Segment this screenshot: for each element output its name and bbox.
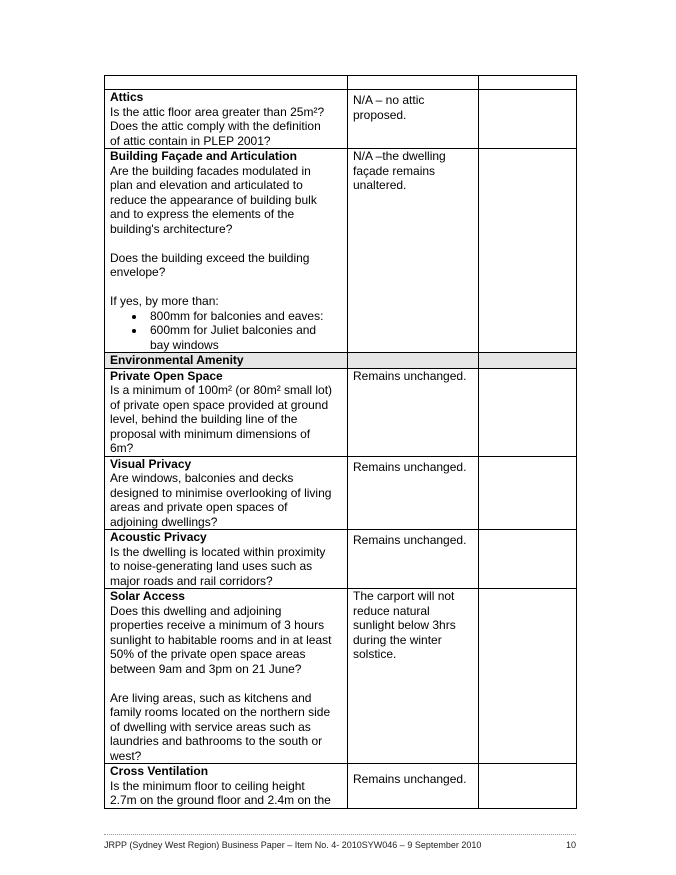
response-cell xyxy=(348,764,479,809)
footer-text: JRPP (Sydney West Region) Business Paper – Item No. 4- 2010SYW046 – 9 September 2010 xyxy=(104,840,482,850)
response-cell xyxy=(348,368,479,456)
table-cell xyxy=(348,76,479,90)
table-row-acoustic-privacy xyxy=(105,530,577,589)
comments-cell xyxy=(479,368,577,456)
footer-divider xyxy=(104,834,576,835)
table-row-visual-privacy xyxy=(105,456,577,530)
response-text: Remains unchanged. xyxy=(353,368,467,383)
criteria-cell xyxy=(105,90,348,149)
criteria-text: Is the minimum floor to ceiling height 2.7m on the ground floor and 2.4m on the xyxy=(110,778,331,807)
table-cell xyxy=(105,76,348,90)
comments-cell xyxy=(479,589,577,764)
row-heading: Cross Ventilation xyxy=(110,764,209,778)
criteria-cell xyxy=(105,530,348,589)
criteria-text: Are windows, balconies and decks designed to minimise overlooking of living areas and private open spaces of adjoining dwellings? xyxy=(110,471,332,529)
response-cell xyxy=(348,530,479,589)
row-heading: Private Open Space xyxy=(110,368,223,383)
section-heading-cell xyxy=(105,353,348,369)
criteria-cell xyxy=(105,589,348,764)
row-heading: Attics xyxy=(110,90,144,104)
response-cell xyxy=(348,149,479,353)
table-row-attics xyxy=(105,90,577,149)
comments-cell xyxy=(479,90,577,149)
table-cell xyxy=(348,353,479,369)
criteria-text: If yes, by more than: xyxy=(110,294,219,308)
criteria-text: Is a minimum of 100m² (or 80m² small lot) of private open space provided at ground level, behind the building line of the proposal with minimum dimensions of 6m? xyxy=(110,383,333,455)
response-text: N/A – no attic proposed. xyxy=(353,93,425,122)
row-heading: Visual Privacy xyxy=(110,456,192,471)
comments-cell xyxy=(479,456,577,530)
criteria-text: Does this dwelling and adjoining properties receive a minimum of 3 hours sunlight to habitable rooms and in at least 50% of the private open space areas between 9am and 3pm on 21 June? xyxy=(110,603,332,676)
table-row-facade xyxy=(105,149,577,353)
comments-cell xyxy=(479,149,577,353)
response-text: Remains unchanged. xyxy=(353,459,467,474)
page-footer xyxy=(104,840,576,851)
criteria-text: Does the building exceed the building envelope? xyxy=(110,250,310,279)
table-header-row xyxy=(105,76,577,90)
criteria-text: Are living areas, such as kitchens and family rooms located on the northern side of dwelling with service areas such as laundries and bathrooms to the south or west? xyxy=(110,690,331,763)
comments-cell xyxy=(479,764,577,809)
bullet-item: • 800mm for balconies and eaves: xyxy=(146,309,343,324)
response-text: The carport will not reduce natural sunlight below 3hrs during the winter solstice. xyxy=(353,589,456,661)
table-row-solar-access xyxy=(105,589,577,764)
response-text: Remains unchanged. xyxy=(353,533,467,547)
page-number: 10 xyxy=(565,840,576,850)
response-cell xyxy=(348,589,479,764)
table-row-private-open-space xyxy=(105,368,577,456)
criteria-cell xyxy=(105,456,348,530)
row-heading: Building Façade and Articulation xyxy=(110,149,297,163)
section-heading: Environmental Amenity xyxy=(110,353,244,367)
compliance-table xyxy=(104,75,577,809)
table-row-cross-ventilation xyxy=(105,764,577,809)
criteria-text: Are the building facades modulated in plan and elevation and articulated to reduce the appearance of building bulk and to express the elements of the building's architecture? xyxy=(110,163,317,236)
comments-cell xyxy=(479,530,577,589)
response-text: N/A –the dwelling façade remains unaltered. xyxy=(353,149,446,192)
row-heading: Solar Access xyxy=(110,589,185,603)
table-cell xyxy=(479,76,577,90)
criteria-text: Is the attic floor area greater than 25m²? Does the attic comply with the definition of attic contain in PLEP 2001? xyxy=(110,104,325,148)
table-cell xyxy=(479,353,577,369)
response-cell xyxy=(348,456,479,530)
row-heading: Acoustic Privacy xyxy=(110,530,207,544)
bullet-list xyxy=(110,309,343,353)
bullet-item: • 600mm for Juliet balconies and bay windows xyxy=(146,323,343,352)
criteria-cell xyxy=(105,149,348,353)
criteria-cell xyxy=(105,764,348,809)
criteria-text: Is the dwelling is located within proximity to noise-generating land uses such as major roads and rail corridors? xyxy=(110,544,326,588)
response-text: Remains unchanged. xyxy=(353,772,467,786)
criteria-cell xyxy=(105,368,348,456)
section-row-environmental-amenity xyxy=(105,353,577,369)
response-cell xyxy=(348,90,479,149)
